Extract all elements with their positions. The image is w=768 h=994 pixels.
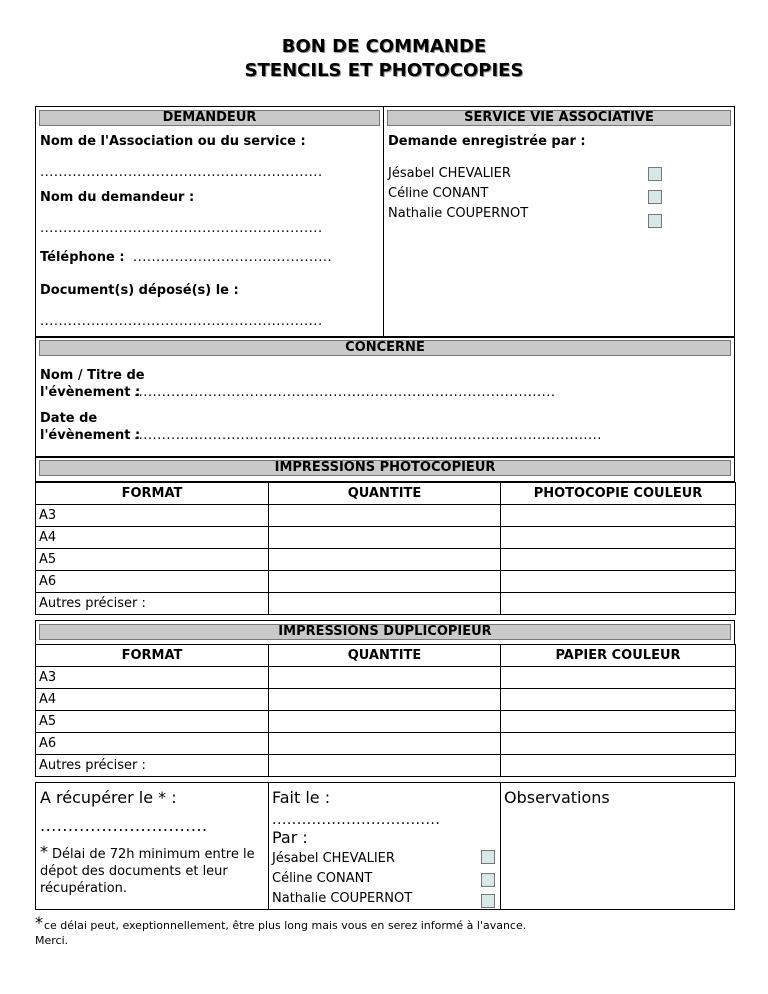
photocopieur-header: IMPRESSIONS PHOTOCOPIEUR [39,460,731,476]
fait-le-label: Fait le : [272,788,331,807]
row-format: A6 [36,571,269,593]
cell-quantite[interactable] [269,711,501,733]
evenement-date-field[interactable]: ..................................................................................................... [134,428,602,443]
checkbox-par-celine[interactable] [481,873,495,887]
service-person-3: Nathalie COUPERNOT [388,206,529,221]
checkbox-nathalie[interactable] [648,214,662,228]
recuperer-field[interactable]: .............................. [40,816,208,835]
evenement-date-label-2: l'évènement : [40,428,141,443]
cell-quantite[interactable] [269,733,501,755]
evenement-nom-field[interactable]: ........................................................................................... [134,385,556,400]
row-format: A5 [36,711,269,733]
table-row [36,549,736,571]
row-format: Autres préciser : [36,593,269,615]
par-label: Par : [272,828,308,847]
col-quantite: QUANTITE [269,645,501,667]
col-format: FORMAT [36,483,269,505]
telephone-field[interactable]: ........................................... [133,250,333,265]
cell-couleur[interactable] [501,593,736,615]
cell-couleur[interactable] [501,571,736,593]
cell-couleur[interactable] [501,527,736,549]
table-row [36,689,736,711]
top-section-divider [383,106,384,337]
evenement-nom-label-1: Nom / Titre de [40,368,145,383]
service-header: SERVICE VIE ASSOCIATIVE [387,110,731,126]
row-format: A6 [36,733,269,755]
par-person-1: Jésabel CHEVALIER [272,851,395,866]
cell-couleur[interactable] [501,755,736,777]
checkbox-par-jesabel[interactable] [481,850,495,864]
duplicopieur-header: IMPRESSIONS DUPLICOPIEUR [39,624,731,640]
table-header-row [36,483,736,505]
row-format: A4 [36,527,269,549]
evenement-nom-label-2: l'évènement : [40,385,141,400]
checkbox-celine[interactable] [648,190,662,204]
cell-couleur[interactable] [501,667,736,689]
association-field[interactable]: ............................................................. [40,165,323,180]
cell-quantite[interactable] [269,755,501,777]
recuperer-label: A récupérer le * : [40,788,177,807]
note-text: ce délai peut, exeptionnellement, être plus long mais vous en serez informé à l'avance. [44,919,527,932]
col-photocopie-couleur: PHOTOCOPIE COULEUR [501,483,736,505]
cell-couleur[interactable] [501,549,736,571]
row-format: A3 [36,505,269,527]
checkbox-par-nathalie[interactable] [481,894,495,908]
table-row [36,593,736,615]
document-depose-field[interactable]: ............................................................. [40,314,323,329]
bottom-divider-2 [500,782,501,910]
cell-quantite[interactable] [269,505,501,527]
cell-couleur[interactable] [501,689,736,711]
cell-quantite[interactable] [269,667,501,689]
nom-demandeur-label: Nom du demandeur : [40,190,195,205]
col-papier-couleur: PAPIER COULEUR [501,645,736,667]
demandeur-header: DEMANDEUR [39,110,380,126]
service-person-2: Céline CONANT [388,186,489,201]
evenement-date-label-1: Date de [40,411,98,426]
document-depose-label: Document(s) déposé(s) le : [40,283,239,298]
par-person-2: Céline CONANT [272,871,373,886]
bottom-divider-1 [268,782,269,910]
row-format: A4 [36,689,269,711]
cell-couleur[interactable] [501,733,736,755]
concerne-header: CONCERNE [39,340,731,356]
checkbox-jesabel[interactable] [648,167,662,181]
cell-quantite[interactable] [269,571,501,593]
row-format: A5 [36,549,269,571]
row-format: A3 [36,667,269,689]
table-row [36,711,736,733]
title-line-1: BON DE COMMANDE [281,36,487,57]
cell-quantite[interactable] [269,689,501,711]
delai-star: * [40,842,48,861]
note-merci: Merci. [35,934,69,947]
photocopieur-table [35,482,736,615]
table-row [36,755,736,777]
nom-demandeur-field[interactable]: ............................................................. [40,221,323,236]
note-star: * [35,913,43,932]
table-row [36,505,736,527]
delai-text: Délai de 72h minimum entre le dépot des documents et leur récupération. [40,847,255,896]
title-line-2: STENCILS ET PHOTOCOPIES [244,60,524,81]
table-header-row [36,645,736,667]
col-quantite: QUANTITE [269,483,501,505]
cell-quantite[interactable] [269,593,501,615]
table-row [36,733,736,755]
table-row [36,571,736,593]
cell-quantite[interactable] [269,549,501,571]
association-label: Nom de l'Association ou du service : [40,134,306,149]
cell-couleur[interactable] [501,711,736,733]
enregistree-label: Demande enregistrée par : [388,134,586,149]
par-person-3: Nathalie COUPERNOT [272,891,413,906]
table-row [36,667,736,689]
fait-le-field[interactable]: .................................. [272,812,441,828]
table-row [36,527,736,549]
telephone-label: Téléphone : [40,250,125,265]
observations-label: Observations [504,788,610,807]
service-person-1: Jésabel CHEVALIER [388,166,511,181]
duplicopieur-table [35,644,736,777]
row-format: Autres préciser : [36,755,269,777]
cell-quantite[interactable] [269,527,501,549]
col-format: FORMAT [36,645,269,667]
cell-couleur[interactable] [501,505,736,527]
